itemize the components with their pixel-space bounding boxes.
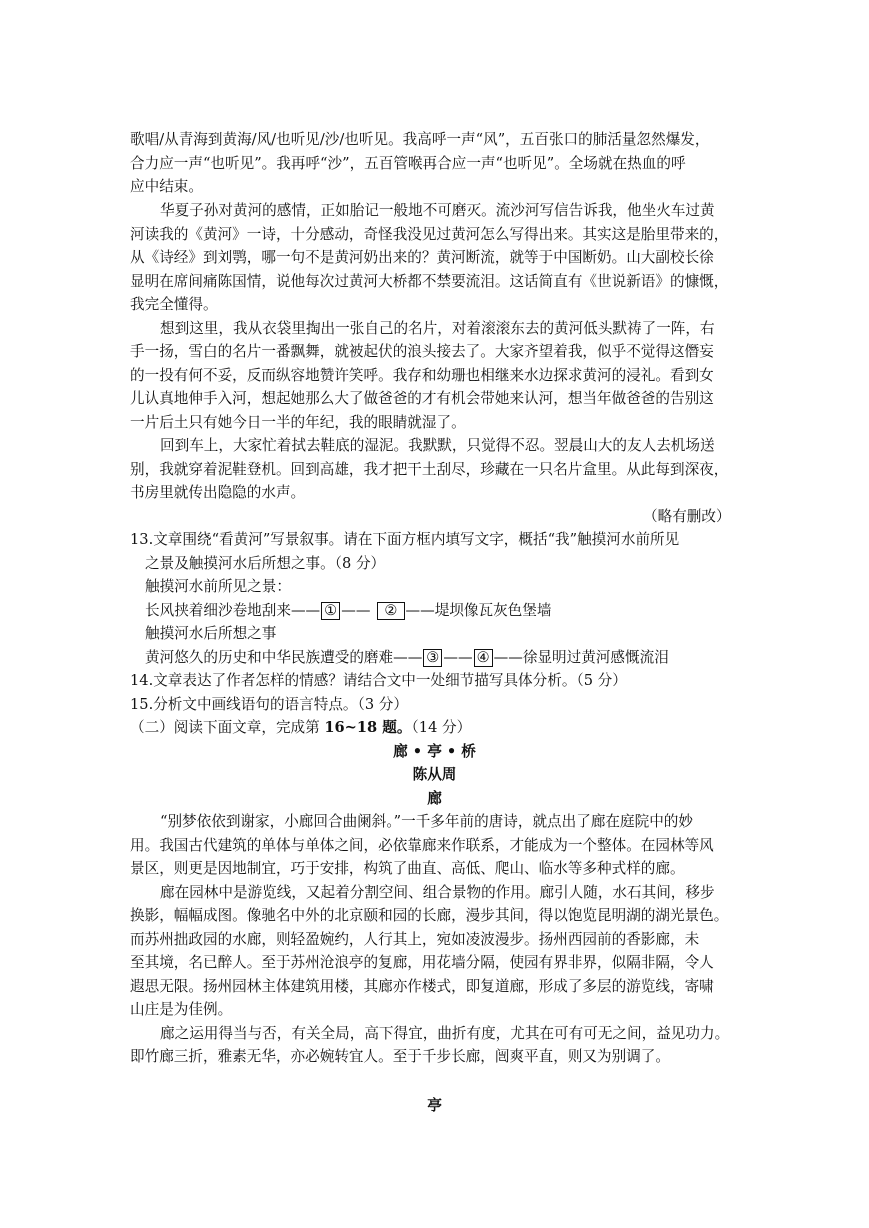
passage1-p1-line2: 合力应一声“也听见”。我再呼“沙”，五百管喉再合应一声“也听见”。全场就在热血的呼	[130, 155, 686, 172]
article-title: 廊 • 亭 • 桥	[393, 743, 476, 760]
lang-p2-line2: 换影，幅幅成图。像驰名中外的北京颐和园的长廊，漫步其间，得以饱览昆明湖的湖光景色。	[130, 907, 729, 924]
after-touch-label: 触摸河水后所想之事	[145, 625, 277, 642]
chain-start-text: 长风挟着细沙卷地刮来——	[145, 602, 321, 619]
answer-box-1-label: ①	[324, 602, 338, 619]
chain-end-text: ——徐显明过黄河感慨流泪	[493, 649, 669, 666]
lang-p1-line2: 用。我国古代建筑的单体与单体之间，必依靠廊来作联系，才能成为一个整体。在园林等风	[130, 837, 714, 854]
heading-ting: 亭	[427, 1097, 442, 1114]
section2-intro-score: （14 分）	[411, 719, 472, 736]
lang-p2-line3: 而苏州拙政园的水廊，则轻盈婉约，人行其上，宛如凌波漫步。扬州西园前的香影廊，未	[130, 931, 700, 948]
lang-p3-line2: 即竹廊三折，雅素无华，亦必婉转宜人。至于千步长廊，闿爽平直，则又为别调了。	[130, 1048, 670, 1065]
question-14: 14.文章表达了作者怎样的情感？请结合文中一处细节描写具体分析。（5 分）	[130, 672, 627, 689]
answer-box-1[interactable]	[321, 602, 340, 620]
passage1-p3-line2: 手一扬，雪白的名片一番飘舞，就被起伏的浪头接去了。大家齐望着我，似乎不觉得这僭妄	[130, 343, 714, 360]
revision-note: （略有删改）	[643, 508, 731, 525]
article-author: 陈从周	[412, 766, 457, 783]
passage1-p3-line5: 一片后土只有她今日一半的年纪，我的眼睛就湿了。	[130, 414, 466, 431]
answer-box-4[interactable]	[474, 649, 493, 667]
passage1-p2-line4: 显明在席间痛陈国情，说他每次过黄河大桥都不禁要流泪。这话简直有《世说新语》的慷慨，	[130, 273, 729, 290]
before-touch-label: 触摸河水前所见之景：	[145, 578, 291, 595]
chain-dash: ——	[443, 649, 473, 666]
passage1-p1-line3: 应中结束。	[130, 178, 203, 195]
heading-lang: 廊	[427, 790, 442, 807]
answer-box-4-label: ④	[476, 649, 490, 666]
passage1-p2-line3: 从《诗经》到刘鹗，哪一句不是黄河奶出来的？黄河断流，就等于中国断奶。山大副校长徐	[130, 249, 714, 266]
lang-p1-line3: 景区，则更是因地制宜，巧于安排，构筑了曲直、高低、爬山、临水等多种式样的廊。	[130, 860, 685, 877]
before-touch-chain	[145, 602, 551, 624]
passage1-p3-line3: 的一投有何不妥，反而纵容地赞许笑呼。我存和幼珊也相继来水边探求黄河的浸礼。看到女	[130, 367, 714, 384]
passage1-p3-line4: 儿认真地伸手入河，想起她那么大了做爸爸的才有机会带她来认河，想当年做爸爸的告别这	[130, 390, 714, 407]
passage1-p2-line1: 华夏子孙对黄河的感情，正如胎记一般地不可磨灭。流沙河写信告诉我，他坐火车过黄	[160, 202, 715, 219]
passage1-p2-line5: 我完全懂得。	[130, 296, 218, 313]
lang-p2-line4: 至其境，名已醉人。至于苏州沧浪亭的复廊，用花墙分隔，使园有界非界，似隔非隔，令人	[130, 954, 714, 971]
question-13-line2: 之景及触摸河水后所想之事。（8 分）	[145, 555, 386, 572]
passage1-p4-line3: 书房里就传出隐隐的水声。	[130, 484, 306, 501]
passage1-p3-line1: 想到这里，我从衣袋里掏出一张自己的名片，对着滚滚东去的黄河低头默祷了一阵，右	[160, 320, 715, 337]
lang-p1-line1: “别梦依依到谢家，小廊回合曲阑斜。”一千多年前的唐诗，就点出了廊在庭院中的妙	[160, 813, 693, 830]
section2-intro-range: 16~18 题。	[324, 719, 412, 736]
passage1-p1-line1: 歌唱/从青海到黄海/风/也听见/沙/也听见。我高呼一声“风”，五百张口的肺活量忽然爆发，	[130, 131, 710, 148]
answer-box-2[interactable]	[377, 602, 404, 620]
passage1-p4-line2: 别，我就穿着泥鞋登机。回到高雄，我才把干土刮尽，珍藏在一只名片盒里。从此每到深夜，	[130, 461, 729, 478]
answer-box-2-label: ②	[384, 602, 398, 619]
answer-box-3[interactable]	[423, 649, 442, 667]
answer-box-3-label: ③	[426, 649, 440, 666]
lang-p3-line1: 廊之运用得当与否，有关全局，高下得宜，曲折有度，尤其在可有可无之间，益见功力。	[160, 1025, 730, 1042]
chain-start-text: 黄河悠久的历史和中华民族遭受的磨难——	[145, 649, 423, 666]
passage1-p4-line1: 回到车上，大家忙着拭去鞋底的湿泥。我默默，只觉得不忍。翌晨山大的友人去机场送	[160, 437, 715, 454]
section2-intro-text: （二）阅读下面文章，完成第	[130, 719, 325, 736]
section2-intro	[130, 719, 471, 741]
lang-p2-line1: 廊在园林中是游览线，又起着分割空间、组合景物的作用。廊引人随，水石其间，移步	[160, 884, 715, 901]
chain-dash: ——	[341, 602, 371, 619]
question-13-line1: 13.文章围绕“看黄河”写景叙事。请在下面方框内填写文字，概括“我”触摸河水前所见	[130, 531, 680, 548]
chain-end-text: ——堤坝像瓦灰色堡墙	[405, 602, 552, 619]
passage1-p2-line2: 河读我的《黄河》一诗，十分感动，奇怪我没见过黄河怎么写得出来。其实这是胎里带来的，	[130, 226, 729, 243]
lang-p2-line5: 遐思无限。扬州园林主体建筑用楼，其廊亦作楼式，即复道廊，形成了多层的游览线，寄啸	[130, 978, 714, 995]
lang-p2-line6: 山庄是为佳例。	[130, 1001, 233, 1018]
question-15: 15.分析文中画线语句的语言特点。（3 分）	[130, 696, 408, 713]
after-touch-chain	[145, 649, 669, 671]
